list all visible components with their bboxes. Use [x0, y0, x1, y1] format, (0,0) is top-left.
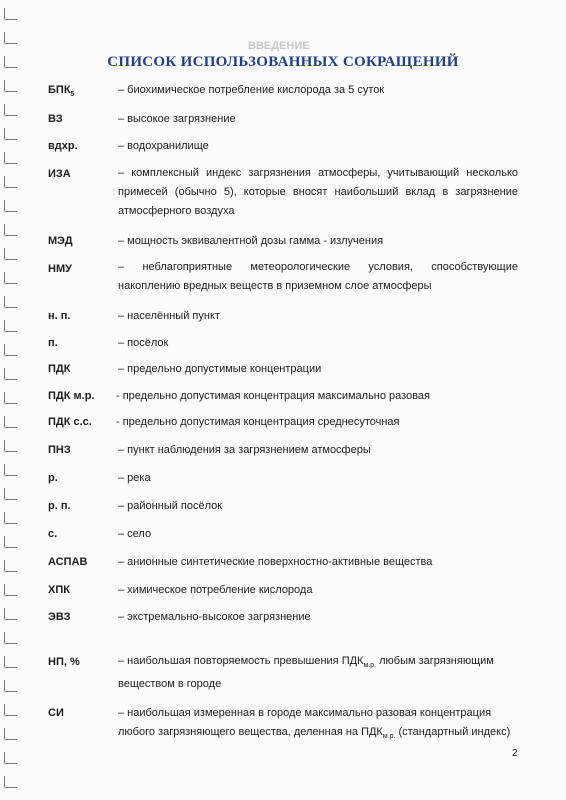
binder-ring — [4, 584, 17, 596]
binder-ring — [4, 80, 17, 92]
abbr-vdkhr: вдхр. — [48, 140, 78, 152]
binder-ring — [4, 560, 17, 572]
desc-r: – река — [118, 472, 151, 484]
desc-pdk: – предельно допустимые концентрации — [118, 363, 322, 375]
desc-pdk-ss: - предельно допустимая концентрация среднесуточная — [116, 416, 400, 428]
desc-s: – село — [118, 528, 152, 540]
binder-ring — [4, 752, 17, 764]
desc-rp: – районный посёлок — [118, 500, 223, 512]
page-title: СПИСОК ИСПОЛЬЗОВАННЫХ СОКРАЩЕНИЙ — [107, 54, 459, 70]
abbr-vz: ВЗ — [48, 113, 63, 125]
page-number: 2 — [512, 748, 518, 759]
binder-ring — [4, 392, 17, 404]
binder-ring — [4, 680, 17, 692]
binder-ring — [4, 536, 17, 548]
bleed-through-heading: ВВЕДЕНИЕ — [248, 40, 310, 52]
abbr-nmu: НМУ — [48, 263, 72, 275]
binder-ring — [4, 104, 17, 116]
binder-ring — [4, 200, 17, 212]
desc-pnz: – пункт наблюдения за загрязнением атмосферы — [118, 444, 371, 456]
binder-ring — [4, 632, 17, 644]
desc-vdkhr: – водохранилище — [118, 140, 209, 152]
abbr-si: СИ — [48, 707, 64, 719]
abbr-med: МЭД — [48, 235, 73, 247]
abbr-aspav: АСПАВ — [48, 556, 88, 568]
binder-ring — [4, 344, 17, 356]
abbr-iza: ИЗА — [48, 168, 71, 180]
binder-ring — [4, 440, 17, 452]
desc-np: – населённый пункт — [118, 310, 220, 322]
binder-ring — [4, 176, 17, 188]
binder-ring — [4, 728, 17, 740]
binder-ring — [4, 704, 17, 716]
abbr-np: н. п. — [48, 310, 71, 322]
abbr-pdk: ПДК — [48, 363, 71, 375]
desc-iza: – комплексный индекс загрязнения атмосферы, учитывающий несколько примесей (обычно 5), которые вносят наибольший вклад в загрязнение атмосферного воздуха — [118, 167, 518, 217]
desc-vz: – высокое загрязнение — [118, 113, 236, 125]
binder-ring — [4, 32, 17, 44]
binder-ring — [4, 248, 17, 260]
binder-ring — [4, 152, 17, 164]
abbr-p: п. — [48, 337, 58, 349]
binder-ring — [4, 464, 17, 476]
desc-aspav: – анионные синтетические поверхностно-активные вещества — [118, 556, 433, 568]
binder-ring — [4, 128, 17, 140]
abbr-evz: ЭВЗ — [48, 611, 71, 623]
desc-hpk: – химическое потребление кислорода — [118, 584, 313, 596]
abbr-bpk5: $БПК_5$ — [48, 84, 75, 99]
binder-ring — [4, 656, 17, 668]
abbr-pnz: ПНЗ — [48, 444, 71, 456]
binder-ring — [4, 224, 17, 236]
desc-bpk5: – биохимическое потребление кислорода за 5 суток — [118, 84, 385, 96]
abbr-rp: р. п. — [48, 500, 71, 512]
abbr-np-percent: НП, % — [48, 656, 80, 668]
binder-ring — [4, 512, 17, 524]
binder-ring — [4, 488, 17, 500]
desc-pdk-mr: - предельно допустимая концентрация максимально разовая — [116, 390, 430, 402]
abbr-pdk-ss: ПДК с.с. — [48, 416, 92, 428]
desc-np-percent: – наибольшая повторяемость превышения $ПДК_{м.р.}$ любым загрязняющим веществом в городе — [118, 655, 494, 691]
desc-evz: – экстремально-высокое загрязнение — [118, 611, 311, 623]
binder-ring — [4, 296, 17, 308]
binder-ring — [4, 416, 17, 428]
abbr-r: р. — [48, 472, 58, 484]
abbr-hpk: ХПК — [48, 584, 70, 596]
binder-spine — [0, 0, 22, 800]
binder-ring — [4, 272, 17, 284]
desc-med: – мощность эквивалентной дозы гамма - излучения — [118, 235, 384, 247]
binder-ring — [4, 776, 17, 788]
binder-ring — [4, 368, 17, 380]
binder-ring — [4, 320, 17, 332]
binder-ring — [4, 8, 17, 20]
abbr-s: с. — [48, 528, 58, 540]
desc-p: – посёлок — [118, 337, 169, 349]
binder-ring — [4, 608, 17, 620]
abbr-pdk-mr: ПДК м.р. — [48, 390, 95, 402]
desc-si: – наибольшая измеренная в городе максимально разовая концентрация любого загрязняющего вещества, деленная на $ПДК_{м.р.}$ (стандартный индекс) — [118, 707, 511, 741]
desc-nmu: – неблагоприятные метеорологические условия, способствующие накоплению вредных веществ в приземном слое атмосферы — [118, 261, 518, 292]
